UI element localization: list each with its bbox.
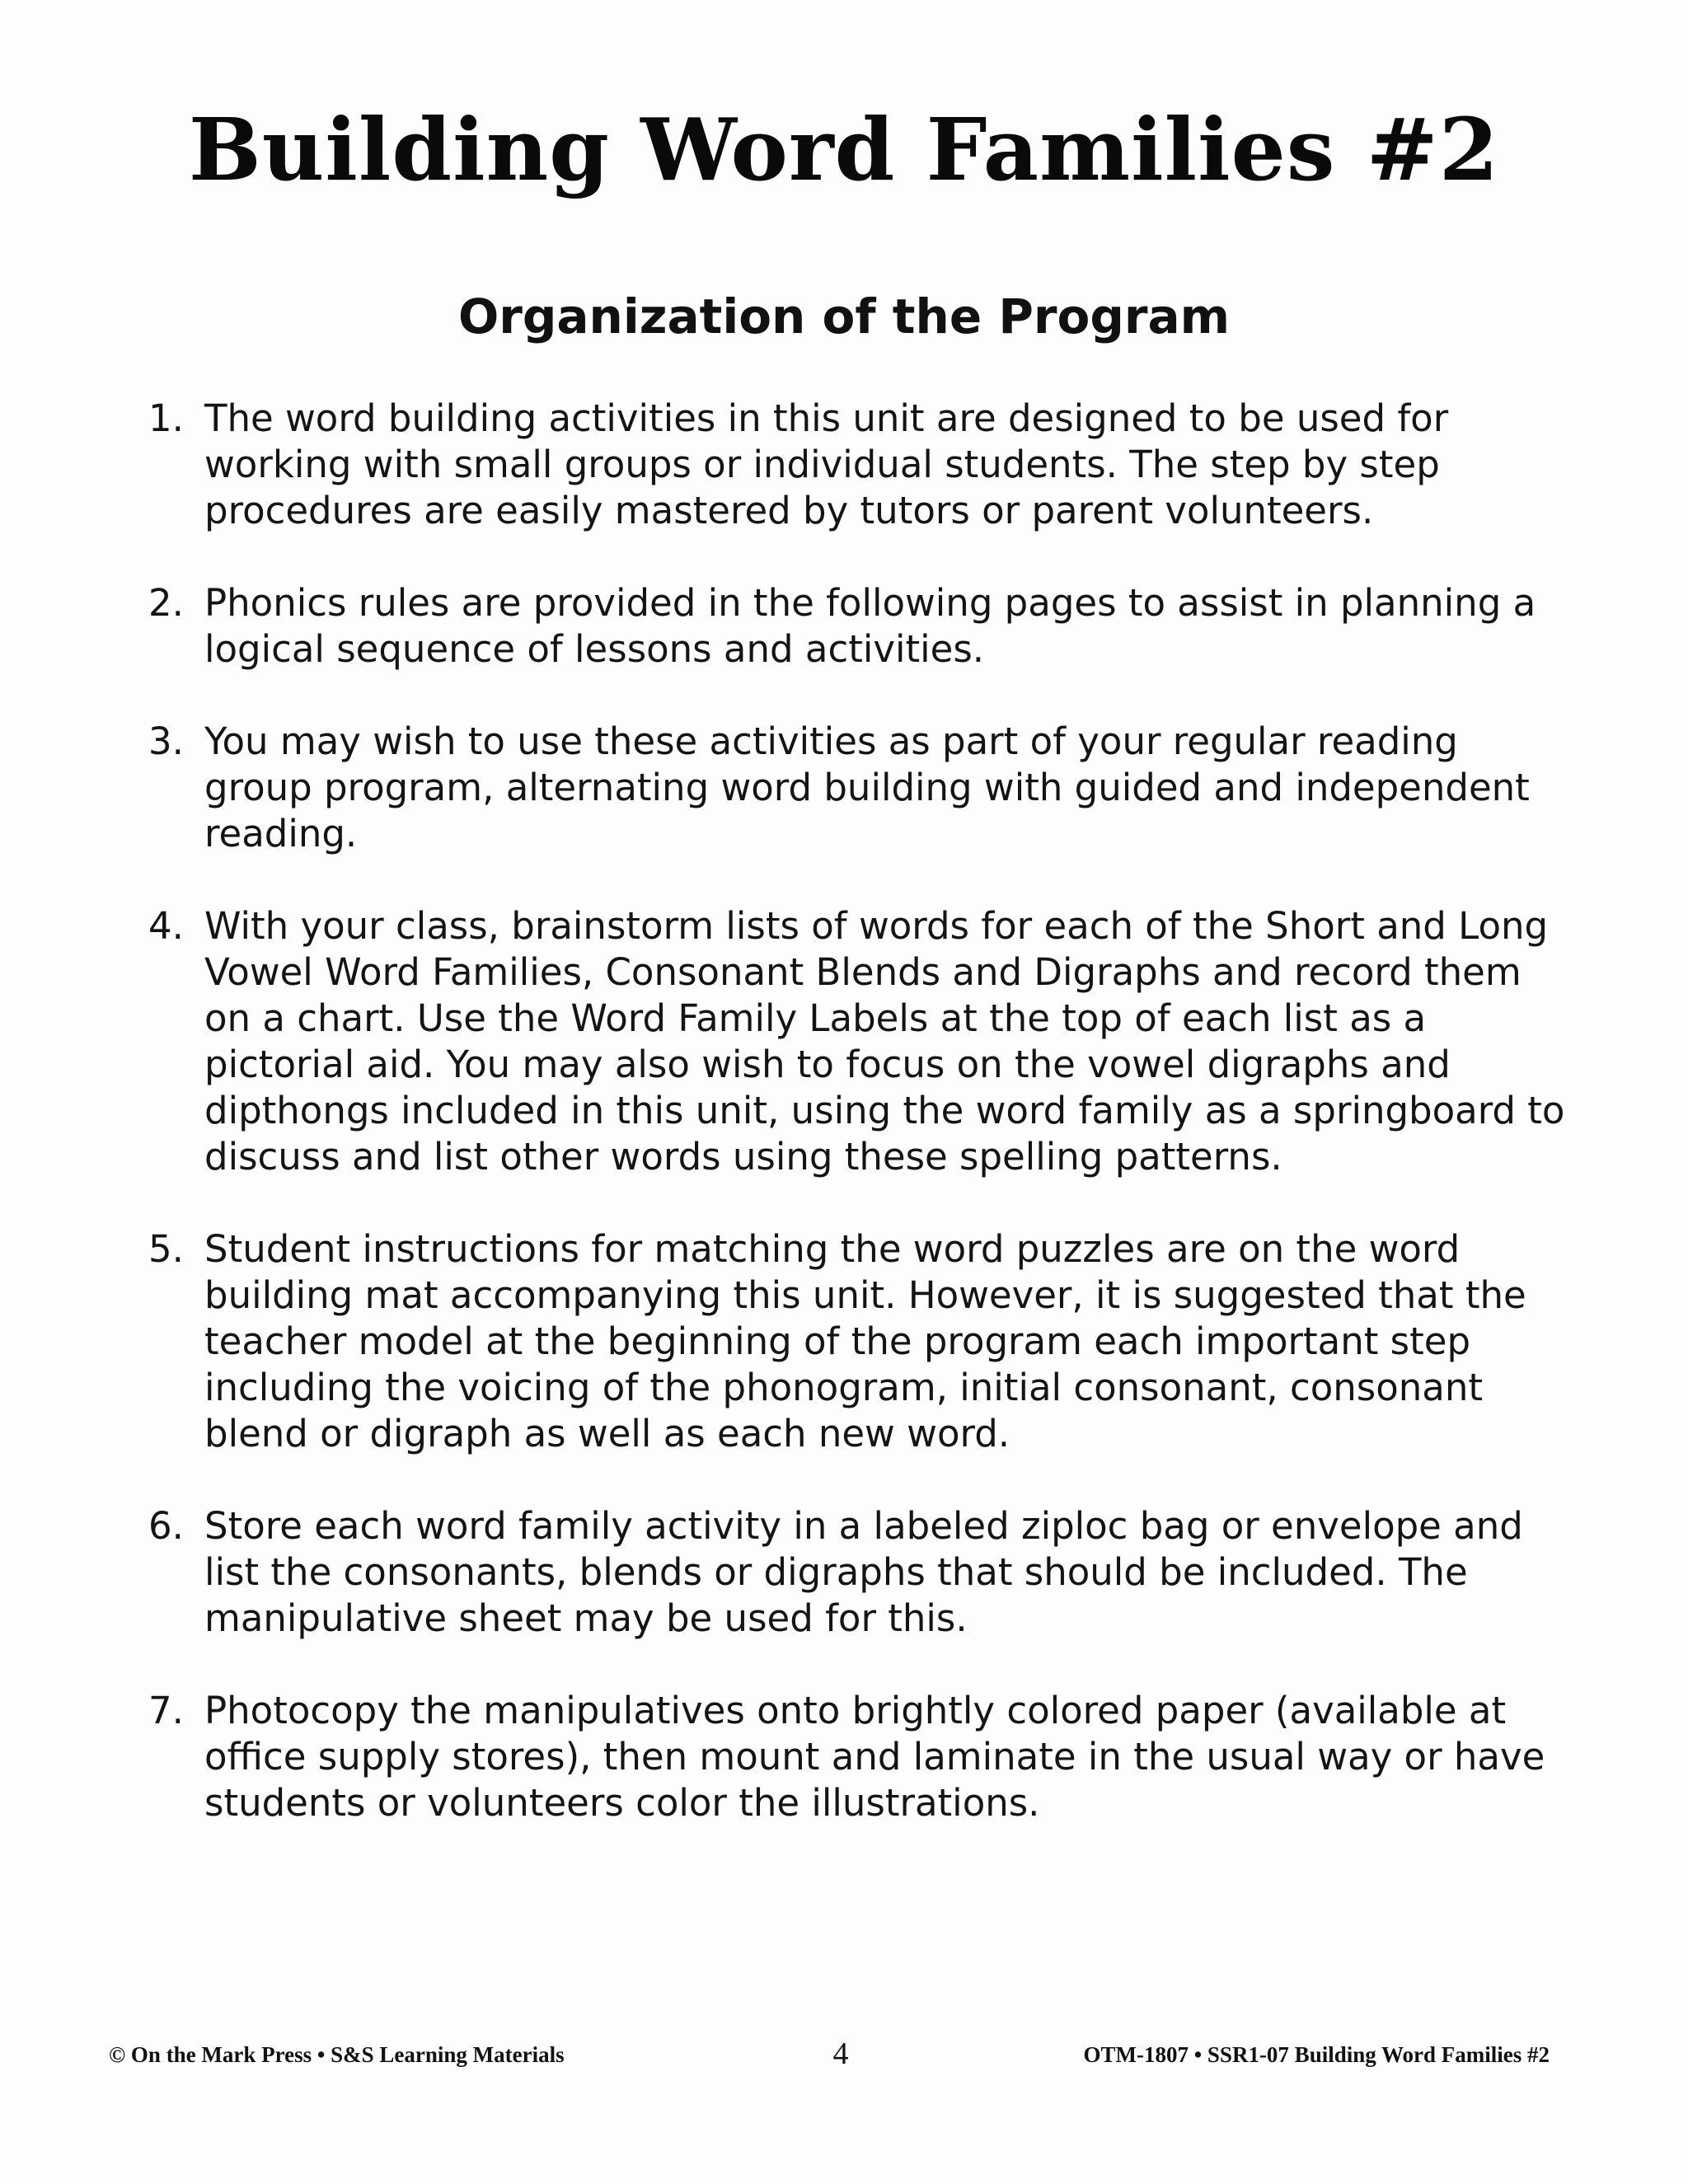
footer-publisher: © On the Mark Press • S&S Learning Materials: [109, 2042, 565, 2067]
item-number: 3.: [148, 719, 184, 763]
item-number: 6.: [148, 1504, 184, 1548]
footer-product-code: OTM-1807 • SSR1-07 Building Word Families #2: [1083, 2042, 1550, 2067]
page-title: Building Word Families #2: [188, 99, 1500, 200]
list-item: [148, 1503, 1566, 1642]
item-number: 5.: [148, 1227, 184, 1271]
list-item: [148, 396, 1566, 534]
item-number: 2.: [148, 581, 184, 625]
list-item: [148, 1688, 1566, 1826]
page-number: 4: [832, 2036, 849, 2071]
item-text: With your class, brainstorm lists of words for each of the Short and Long Vowel Word Families, Consonant Blends and Digraphs and record them on a chart. Use the Word Family Labels at the top of each list as a pictorial aid. You may also wish to focus on the vowel digraphs and dipthongs included in this unit, using the word family as a springboard to discuss and list other words using these spelling patterns.: [204, 904, 1565, 1179]
item-text: Store each word family activity in a labeled ziploc bag or envelope and list the consonants, blends or digraphs that should be included. The manipulative sheet may be used for this.: [204, 1504, 1523, 1640]
item-text: Phonics rules are provided in the following pages to assist in planning a logical sequence of lessons and activities.: [204, 581, 1536, 671]
list-item: [148, 903, 1566, 1180]
list-item: [148, 1226, 1566, 1457]
item-text: Student instructions for matching the word puzzles are on the word building mat accompanying this unit. However, it is suggested that the teacher model at the beginning of the program each important step including the voicing of the phonogram, initial consonant, consonant blend or digraph as well as each new word.: [204, 1227, 1526, 1455]
list-item: [148, 719, 1566, 857]
item-number: 1.: [148, 396, 184, 440]
item-text: Photocopy the manipulatives onto brightly colored paper (available at office supply stores), then mount and laminate in the usual way or have students or volunteers color the illustrations.: [204, 1689, 1545, 1825]
list-item: [148, 580, 1566, 673]
item-number: 4.: [148, 904, 184, 948]
instructions-list: [148, 396, 1566, 1872]
item-text: The word building activities in this unit are designed to be used for working with small groups or individual students. The step by step procedures are easily mastered by tutors or parent volunteers.: [204, 396, 1449, 532]
item-text: You may wish to use these activities as part of your regular reading group program, alternating word building with guided and independent reading.: [204, 719, 1530, 855]
item-number: 7.: [148, 1689, 184, 1732]
section-heading: Organization of the Program: [457, 288, 1231, 344]
